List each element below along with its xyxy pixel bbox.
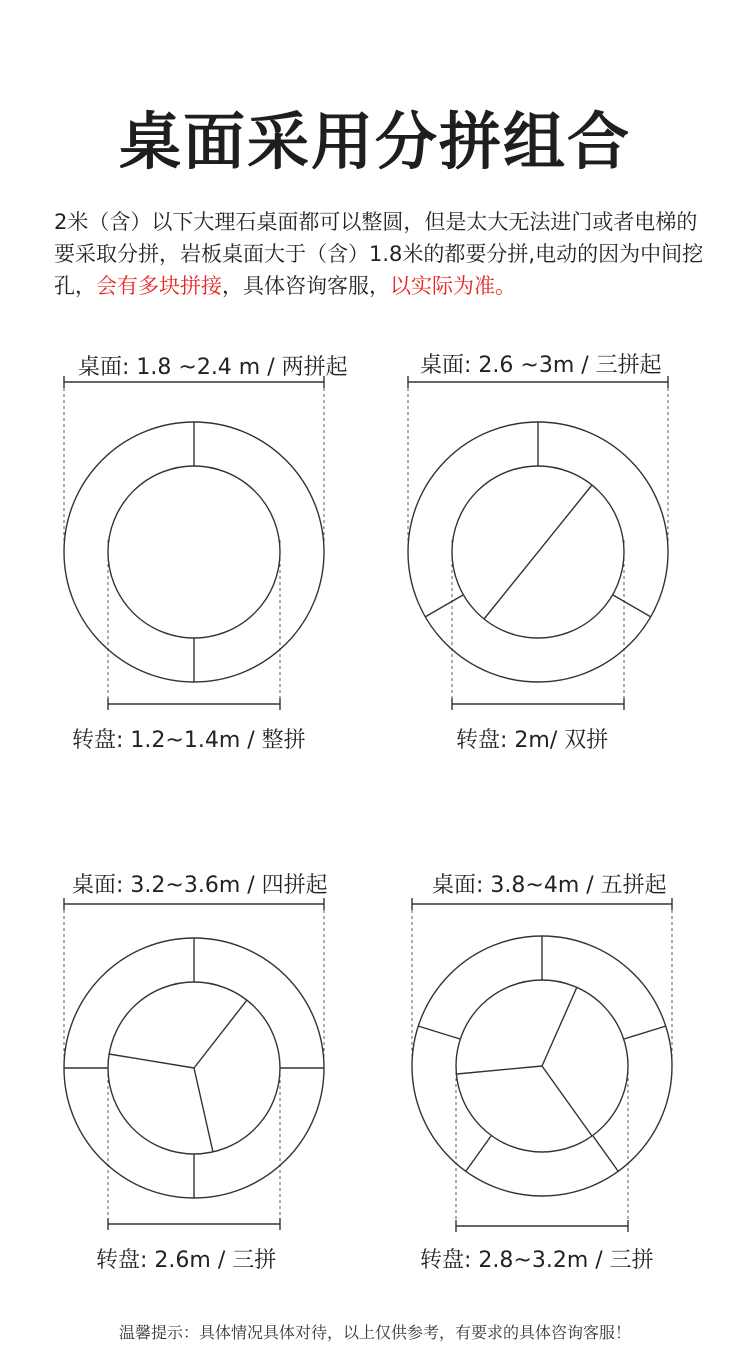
diagram-2-top-label: 桌面: 2.6 ~3m / 三拼起 — [420, 353, 662, 378]
split-seam — [593, 1136, 618, 1171]
split-seam — [418, 1026, 460, 1039]
diagram-two-piece — [64, 376, 324, 710]
turntable-seam — [194, 1068, 213, 1152]
diagram-five-piece — [412, 898, 672, 1232]
intro-text-2: ，具体咨询客服， — [222, 274, 390, 298]
diagram-1-bottom-label: 转盘: 1.2~1.4m / 整拼 — [72, 728, 306, 753]
turntable-seam — [457, 1066, 542, 1074]
turntable-seam — [542, 1066, 592, 1136]
split-seam — [613, 595, 651, 617]
split-seam — [425, 595, 463, 617]
split-seam — [624, 1026, 666, 1039]
intro-highlight-1: 会有多块拼接 — [96, 274, 222, 298]
diagram-2-bottom-label: 转盘: 2m/ 双拼 — [456, 728, 609, 753]
turntable-seam — [109, 1054, 194, 1068]
turntable-seam — [194, 1000, 247, 1068]
turntable-circle — [108, 466, 280, 638]
footer-note: 温馨提示：具体情况具体对待，以上仅供参考，有要求的具体咨询客服！ — [118, 1323, 631, 1342]
split-seam — [466, 1136, 491, 1171]
page-title: 桌面采用分拼组合 — [118, 105, 631, 178]
diagram-3-top-label: 桌面: 3.2~3.6m / 四拼起 — [72, 873, 328, 898]
diagram-4-top-label: 桌面: 3.8~4m / 五拼起 — [432, 873, 667, 898]
turntable-seam — [484, 485, 592, 619]
diagram-4-bottom-label: 转盘: 2.8~3.2m / 三拼 — [420, 1248, 654, 1273]
intro-text-1: 2米（含）以下大理石桌面都可以整圆，但是太大无法进门或者电梯的要采取分拼，岩板桌面大于（含）1.8米的都要分拼,电动的因为中间挖孔， — [54, 210, 704, 298]
diagram-3-bottom-label: 转盘: 2.6m / 三拼 — [96, 1248, 277, 1273]
diagram-three-piece — [408, 376, 668, 710]
diagram-four-piece — [64, 898, 324, 1230]
turntable-seam — [542, 987, 577, 1066]
diagram-1-top-label: 桌面: 1.8 ~2.4 m / 两拼起 — [78, 355, 348, 380]
intro-highlight-2: 以实际为准。 — [390, 274, 516, 298]
